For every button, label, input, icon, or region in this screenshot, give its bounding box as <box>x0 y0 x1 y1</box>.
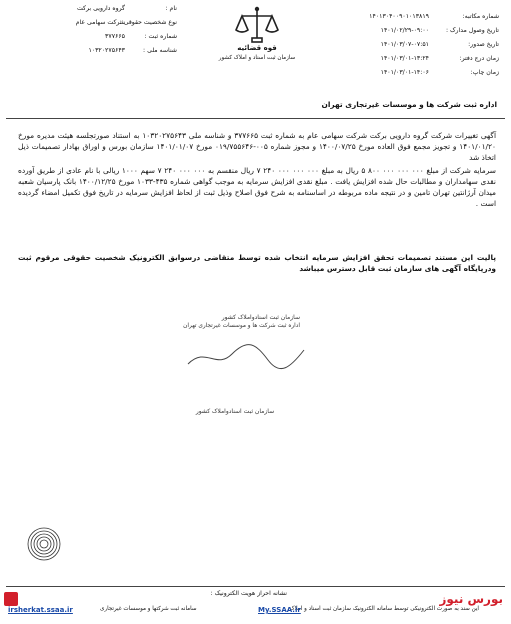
right-label-4: زمان چاپ: <box>470 69 499 76</box>
signature-scribble-icon <box>186 342 306 372</box>
left-label-2: شماره ثبت : <box>144 33 177 40</box>
office-title: اداره ثبت شرکت ها و موسسات غیرتجاری تهران <box>321 100 497 109</box>
left-value-0: گروه دارویی برکت <box>76 5 125 12</box>
logo-top-text: قوه قضائیه <box>237 44 277 52</box>
right-label-3: زمان درج دفتر: <box>459 55 499 62</box>
stamp-line-1: سازمان ثبت اسنادواملاک کشور <box>221 314 300 321</box>
stamp-caption: سازمان ثبت اسنادواملاک کشور <box>195 408 275 415</box>
left-label-1: نوع شخصیت حقوقی : <box>119 19 177 26</box>
footer-divider <box>6 586 505 587</box>
stamp-line-2: اداره ثبت شرکت ها و موسسات غیرتجاری تهران <box>183 323 300 329</box>
announcement-paragraph-3: پالیت این مستند تصمیمات تحقق افزایش سرمایه انتخاب شده توسط متقاضی درسوابق الکترونیک شخصیت حقوقی مرقوم ثبت ودرپایگاه آگهی های سازمان ثبت قابل دسترس میباشد <box>18 253 496 273</box>
left-value-1: شرکت سهامی عام <box>75 19 125 26</box>
right-value-4: ۱۴۰۱/۰۳/۰۱-۱۴:۰۶ <box>380 69 429 76</box>
right-label-0: شماره مکاتبه: <box>462 13 499 20</box>
left-label-0: نام : <box>165 5 177 12</box>
announcement-paragraph-2: سرمایه شرکت از مبلغ ۰۰۰ ۰۰۰ ۰۰۰ ۸۰۰ ۵ ریال به مبلغ ۰۰۰ ۰۰۰ ۰۰۰ ۲۴۰ ۷ ریال منقسم به ۰۰۰ ۰۰۰ ۲۴۰ ۷ سهم ۱۰۰۰ ریالی با نام عادی از طریق آورده نقدی سهامداران و مطالبات حال شده افزایش یافت . مبلغ نقدی افزایش سرمایه به موجب گواهی شماره ۴۳۵-۱۰۳۳ مورخ ۱۴۰۰/۱۲/۲۵ بانک پارسیان شعبه میدان آرژانتین تهران تامین و در نتیجه ماده مربوطه در اساسنامه به شرح فوق اصلاح وذیل ثبت از لحاظ افزایش سرمایه در تاریخ فوق تکمیل امضاء گردیده است . <box>18 166 496 208</box>
announcement-paragraph-1: آگهی تغییرات شرکت گروه دارویی برکت شرکت سهامی عام به شماره ثبت ۳۷۷۶۶۵ و شناسه ملی ۱۰۳۲۰۲۷۵۶۴۳ به استناد صورتجلسه هیئت مدیره مورخ ۱۴۰۱/۰۱/۲۰ و تجویز مجمع فوق العاده مورخ ۱۴۰۰/۰۷/۲۵ و مجوز شماره ۰۰۵-۰۱۹/۷۵۵۶۴۶ مورخ ۱۴۰۱/۰۱/۰۷ سازمان بورس و اوراق بهادار تصمیمات ذیل اتخاذ شد <box>18 131 496 162</box>
logo-caption: سازمان ثبت اسناد و املاک کشور <box>218 55 296 61</box>
fingerprint-seal-icon <box>24 524 64 564</box>
bourse-news-logo: بورس نیوز <box>439 592 503 606</box>
right-value-1: ۱۴۰۱/۰۲/۲۹-۰۹:۰۰ <box>380 27 429 34</box>
header-divider <box>6 118 505 119</box>
right-value-0: ۱۴۰۱۳۰۴۰۰۹۰۱۰۱۳۸۱۹ <box>369 13 429 20</box>
footer-auth-label: نشانه احراز هویت الکترونیک : <box>210 590 287 597</box>
footer-site-irsherkat[interactable]: irsherkat.ssaa.ir <box>8 606 73 614</box>
left-label-3: شناسه ملی : <box>143 47 177 54</box>
right-value-2: ۱۴۰۱/۰۳/۰۷-۰۷:۵۱ <box>380 41 429 48</box>
right-label-1: تاریخ وصول مدارک : <box>445 27 499 34</box>
left-value-3: ۱۰۳۲۰۲۷۵۶۴۳ <box>88 47 125 54</box>
footer-site-myssaa[interactable]: My.SSAA.ir <box>258 606 301 614</box>
right-label-2: تاریخ صدور: <box>468 41 499 48</box>
right-value-3: ۱۴۰۱/۰۳/۰۱-۱۳:۲۴ <box>380 55 429 62</box>
left-value-2: ۳۷۷۶۶۵ <box>105 33 125 40</box>
registry-stamp <box>170 314 300 330</box>
judiciary-logo <box>218 4 296 68</box>
red-corner-badge <box>4 592 18 606</box>
footer-right-note: این سند به صورت الکترونیکی توسط سامانه الکترونیک سازمان ثبت اسناد و املاک: <box>287 606 479 612</box>
footer-middle-note: سامانه ثبت شرکتها و موسسات غیرتجاری <box>100 606 197 612</box>
